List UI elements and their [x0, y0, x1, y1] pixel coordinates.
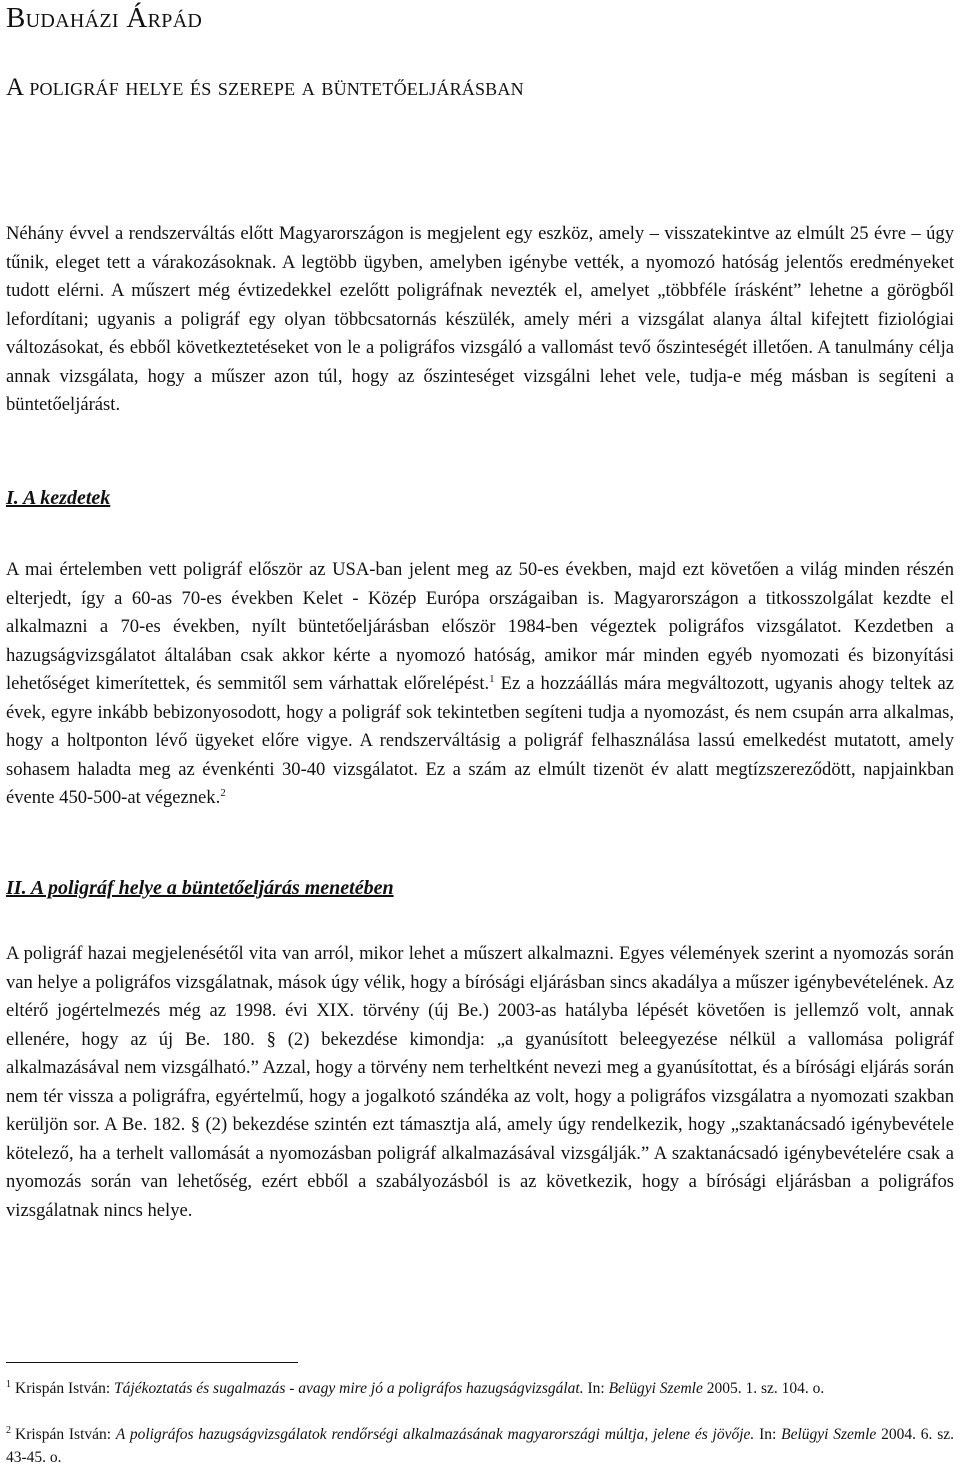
- section-heading-1: I. A kezdetek: [6, 487, 111, 509]
- footnote-ref-2[interactable]: 2: [220, 786, 226, 799]
- footnote-author: Krispán István:: [15, 1380, 115, 1397]
- footnote-in-label: In:: [583, 1380, 609, 1397]
- footnote-number: 1: [6, 1378, 11, 1390]
- footnote-work-title: Tájékoztatás és sugalmazás - avagy mire jó a poligráfos hazugságvizsgálat.: [114, 1380, 584, 1397]
- footnote-1: [6, 1377, 954, 1400]
- footnote-2: [6, 1423, 954, 1469]
- footnote-separator: [6, 1362, 298, 1363]
- footnote-number: 2: [6, 1424, 11, 1436]
- author-name: Budaházi Árpád: [6, 2, 203, 34]
- footnote-journal: Belügyi Szemle: [781, 1426, 877, 1443]
- footnote-ref-1[interactable]: 1: [489, 672, 495, 685]
- footnote-citation-detail: 2005. 1. sz. 104. o.: [702, 1380, 825, 1397]
- section-1-text-a: A mai értelemben vett poligráf először az USA-ban jelent meg az 50-es években, majd ezt követően a világ minden részén elterjedt, így a 60-as 70-es években Kelet - Közép Európa országaiban is. Magyarországon a titkosszolgálat kezdte el alkalmazni a 70-es években, nyílt büntetőeljárásban először 1984-ben végeztek poligráfos vizsgálatot. Kezdetben a hazugságvizsgálatot általában csak akkor kérte a nyomozó hatóság, amikor már minden egyéb nyomozati és bizonyítási lehetőséget kimerítettek, és semmitől sem várhattak előrelépést.: [6, 559, 954, 694]
- section-2-paragraph: A poligráf hazai megjelenésétől vita van arról, mikor lehet a műszert alkalmazni. Egyes vélemények szerint a nyomozás során van helye a poligráfos vizsgálatnak, mások úgy vélik, hogy a bírósági eljárásban sincs akadálya a műszer igénybevételének. Az eltérő jogértelmezés még az 1998. évi XIX. törvény (új Be.) 2003-as hatályba lépését követően is jellemző volt, annak ellenére, hogy az új Be. 180. § (2) bekezdése kimondja: „a gyanúsított beleegyezése nélkül a vallomása poligráf alkalmazásával nem vizsgálható.” Azzal, hogy a törvény nem terheltként nevezi meg a gyanúsítottat, és a bírósági eljárás során nem tér vissza a poligráfra, egyértelmű, hogy a jogalkotó szándéka az volt, hogy a poligráfos vizsgálatra a nyomozati szakban kerüljön sor. A Be. 182. § (2) bekezdése szintén ezt támasztja alá, amely úgy rendelkezik, hogy „szaktanácsadó igénybevétele kötelező, ha a terhelt vallomását a nyomozásban poligráf alkalmazásával vizsgálják.” A szaktanácsadó igénybevételére csak a nyomozás során van lehetőség, ezért ebből a szabályozásból is az következik, hogy a bírósági eljárásban a poligráfos vizsgálatnak nincs helye.: [6, 943, 954, 1221]
- section-1-paragraph: [6, 556, 954, 813]
- section-heading-2: II. A poligráf helye a büntetőeljárás menetében: [6, 877, 394, 899]
- footnote-author: Krispán István:: [15, 1426, 116, 1443]
- intro-paragraph: Néhány évvel a rendszerváltás előtt Magyarországon is megjelent egy eszköz, amely – visszatekintve az elmúlt 25 évre – úgy tűnik, eleget tett a várakozásoknak. A legtöbb ügyben, amelyben igénybe vették, a nyomozó hatóság jelentős eredményeket tudott elérni. A műszert még évtizedekkel ezelőtt poligráfnak nevezték el, amelyet „többféle írásként” lehetne a görögből lefordítani; ugyanis a poligráf egy olyan többcsatornás készülék, amely méri a vizsgálat alanya által kifejtett fiziológiai változásokat, és ebből következtetéseket von le a poligráfos vizsgáló a vallomást tevő őszinteségét illetően. A tanulmány célja annak vizsgálata, hogy a műszer azon túl, hogy az őszinteséget vizsgálni lehet vele, tudja-e még másban is segíteni a büntetőeljárást.: [6, 223, 954, 415]
- footnote-journal: Belügyi Szemle: [608, 1380, 703, 1397]
- footnote-in-label: In:: [754, 1426, 782, 1443]
- footnote-work-title: A poligráfos hazugságvizsgálatok rendőrségi alkalmazásának magyarországi múltja, jelene és jövője.: [115, 1426, 755, 1443]
- section-1-text-b: Ez a hozzáállás mára megváltozott, ugyanis ahogy teltek az évek, egyre inkább bebizonyosodott, hogy a poligráf sok tekintetben segíteni tudja a nyomozást, és nem csupán arra alkalmas, hogy a holtponton lévő ügyeket előre vigye. A rendszerváltásig a poligráf felhasználása lassú emelkedést mutatott, amely sohasem haladta meg az évenkénti 30-40 vizsgálatot. Ez a szám az elmúlt tizenöt év alatt megtízszereződött, napjainkban évente 450-500-at végeznek.: [6, 673, 954, 808]
- document-title: A poligráf helye és szerepe a büntetőeljárásban: [6, 74, 524, 101]
- footnote-citation-detail: 2004. 6. sz. 43-45. o.: [6, 1426, 954, 1466]
